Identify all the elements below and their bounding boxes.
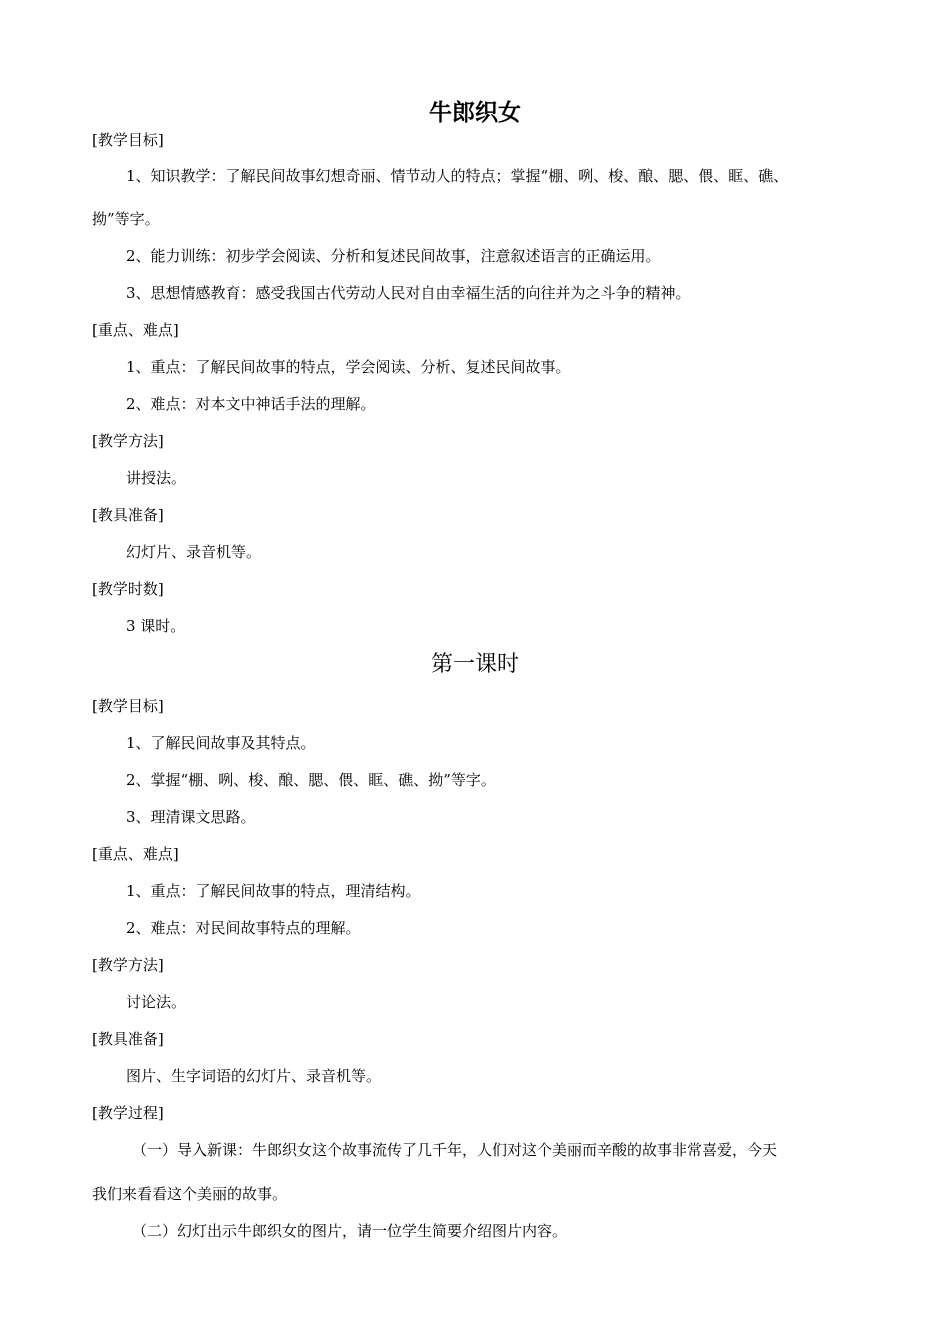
key-point-1: 1、重点：了解民间故事的特点，学会阅读、分析、复述民间故事。 bbox=[126, 358, 571, 376]
lesson-subtitle: 第一课时 bbox=[430, 652, 519, 677]
section-heading-tools: [教具准备] bbox=[92, 506, 164, 524]
goal-item-2: 2、能力训练：初步学会阅读、分析和复述民间故事，注意叙述语言的正确运用。 bbox=[126, 247, 661, 265]
lesson-goal-item-1: 1、了解民间故事及其特点。 bbox=[126, 734, 316, 752]
process-step-1: （一）导入新课：牛郎织女这个故事流传了几千年，人们对这个美丽而辛酸的故事非常喜爱，今天 bbox=[132, 1141, 778, 1159]
section-heading-method: [教学方法] bbox=[92, 432, 164, 450]
lesson-heading-teaching-goals: [教学目标] bbox=[92, 697, 164, 715]
process-step-1-continued: 我们来看看这个美丽的故事。 bbox=[92, 1185, 288, 1203]
lesson-heading-method: [教学方法] bbox=[92, 956, 164, 974]
key-point-2: 2、难点：对本文中神话手法的理解。 bbox=[126, 395, 376, 413]
lesson-method-text: 讨论法。 bbox=[126, 993, 187, 1011]
section-heading-hours: [教学时数] bbox=[92, 580, 164, 598]
section-heading-key-points: [重点、难点] bbox=[92, 321, 179, 339]
lesson-heading-process: [教学过程] bbox=[92, 1104, 164, 1122]
lesson-goal-item-2: 2、掌握“棚、咧、梭、酿、腮、偎、眶、礁、拗”等字。 bbox=[126, 771, 496, 789]
lesson-heading-key-points: [重点、难点] bbox=[92, 845, 179, 863]
goal-item-3: 3、思想情感教育：感受我国古代劳动人民对自由幸福生活的向往并为之斗争的精神。 bbox=[126, 284, 691, 302]
section-heading-teaching-goals: [教学目标] bbox=[92, 131, 164, 149]
lesson-goal-item-3: 3、理清课文思路。 bbox=[126, 808, 256, 826]
goal-item-1-continued: 拗”等字。 bbox=[92, 210, 160, 228]
tools-text: 幻灯片、录音机等。 bbox=[126, 543, 262, 561]
lesson-heading-tools: [教具准备] bbox=[92, 1030, 164, 1048]
goal-item-1: 1、知识教学：了解民间故事幻想奇丽、情节动人的特点；掌握“棚、咧、梭、酿、腮、偎、眶、礁、 bbox=[126, 167, 789, 185]
lesson-key-point-1: 1、重点：了解民间故事的特点，理清结构。 bbox=[126, 882, 421, 900]
hours-text: 3 课时。 bbox=[126, 617, 186, 635]
lesson-tools-text: 图片、生字词语的幻灯片、录音机等。 bbox=[126, 1067, 382, 1085]
lesson-key-point-2: 2、难点：对民间故事特点的理解。 bbox=[126, 919, 361, 937]
method-text: 讲授法。 bbox=[126, 469, 187, 487]
document-title: 牛郎织女 bbox=[429, 100, 521, 126]
process-step-2: （二）幻灯出示牛郎织女的图片，请一位学生简要介绍图片内容。 bbox=[132, 1222, 568, 1240]
